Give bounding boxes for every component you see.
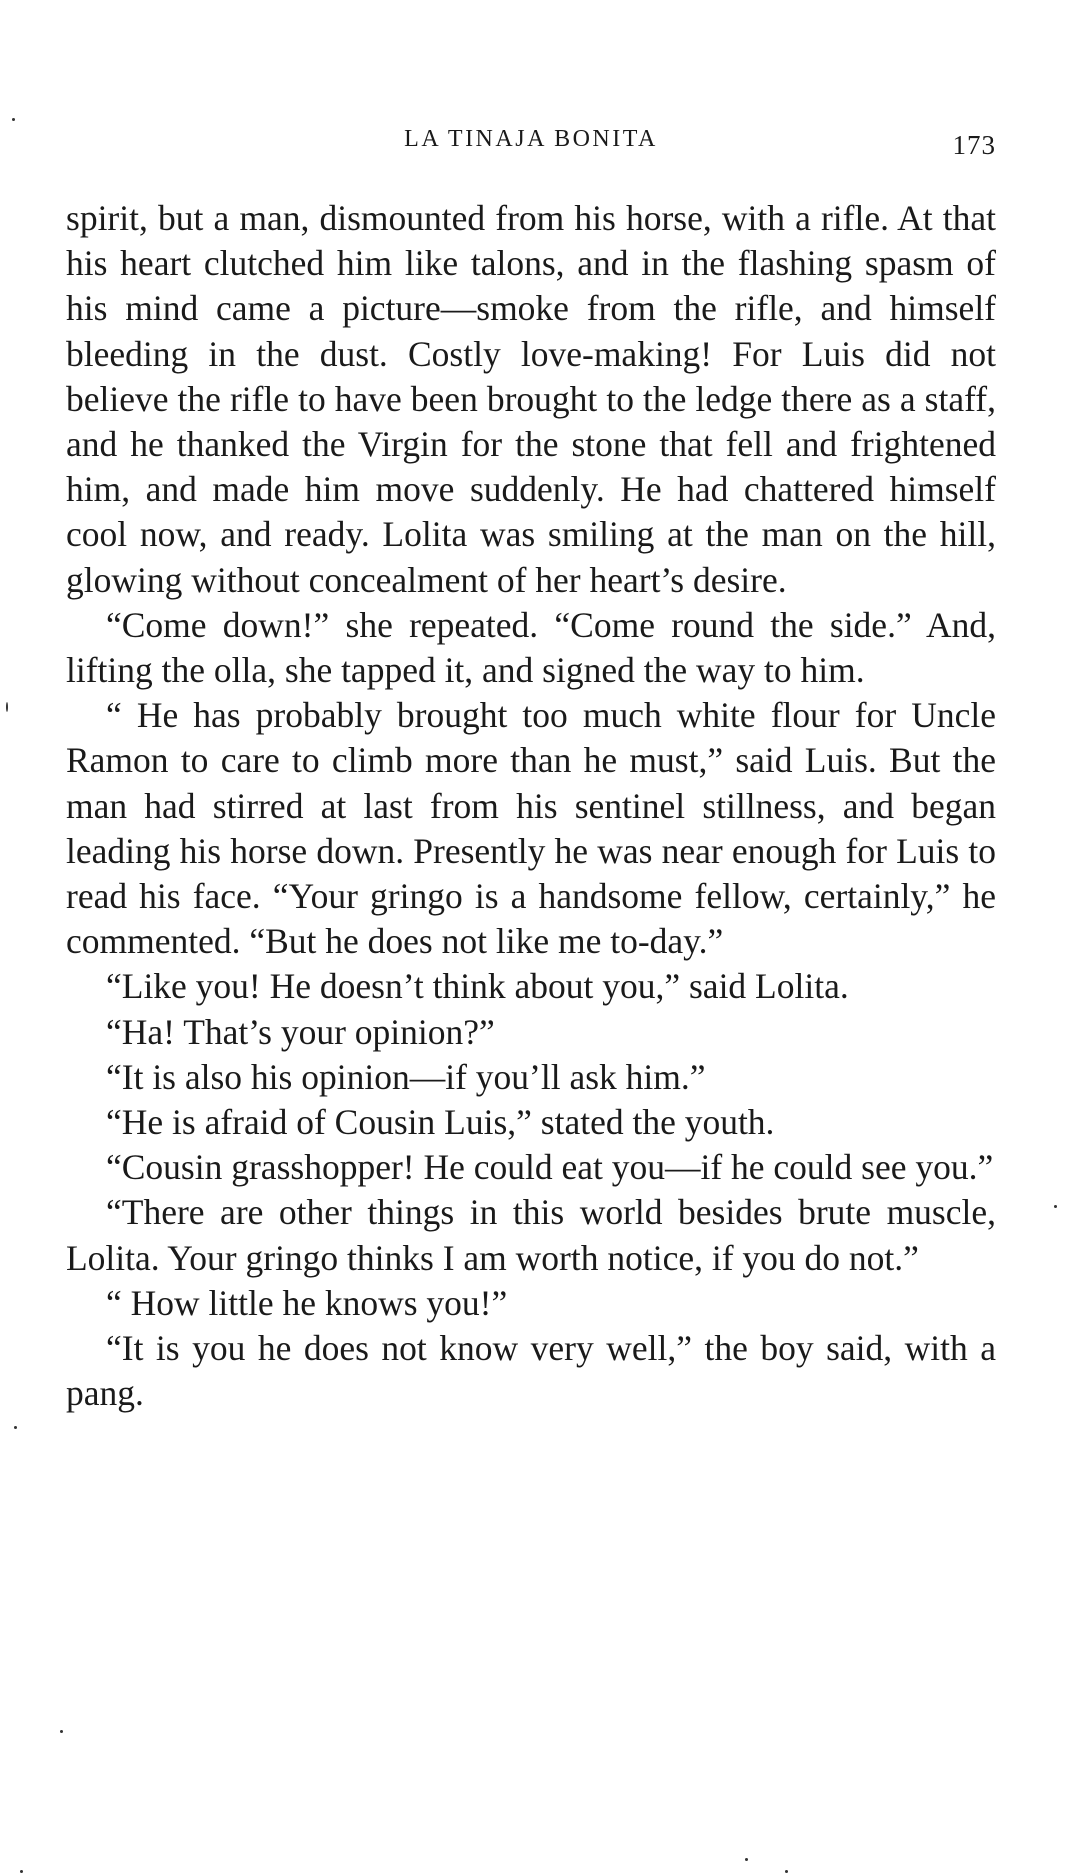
- paragraph: “It is also his opinion—if you’ll ask him.”: [106, 1056, 706, 1097]
- paragraph: “It is you he does not know very well,” the boy said, with a pang.: [66, 1328, 996, 1414]
- scan-speck: [6, 702, 8, 712]
- scan-speck: [14, 1426, 17, 1429]
- paragraph-continuation: spirit, but a man, dismounted from his horse, with a rifle. At that his heart clutched him like talons, and in the flashing spasm of his mind came a picture—smoke from the rifle, and himself bleeding in the dust. Costly love-making! For Luis did not believe the rifle to have been brought to the ledge there as a staff, and he thanked the Virgin for the stone that fell and frightened him, and made him move suddenly. He had chattered himself cool now, and ready. Lolita was smiling at the man on the hill, glowing without concealment of her heart’s desire.: [66, 198, 996, 600]
- running-title: LA TINAJA BONITA: [404, 126, 658, 152]
- paragraph: “He is afraid of Cousin Luis,” stated the youth.: [106, 1102, 775, 1143]
- paragraph: “ How little he knows you!”: [106, 1282, 508, 1323]
- running-head: [66, 126, 996, 166]
- scan-speck: [20, 1870, 23, 1873]
- paragraph: “Come down!” she repeated. “Come round the side.” And, lifting the olla, she tapped it, and signed the way to him.: [66, 604, 996, 691]
- paragraph: “Cousin grasshopper! He could eat you—if he could see you.”: [106, 1147, 994, 1188]
- paragraph: “Like you! He doesn’t think about you,” said Lolita.: [106, 966, 849, 1007]
- paragraph: “ He has probably brought too much white flour for Uncle Ramon to care to climb more than he must,” said Luis. But the man had stirred at last from his sentinel stillness, and began leading his horse down. Presently he was near enough for Luis to read his face. “Your gringo is a handsome fellow, certainly,” he commented. “But he does not like me to-day.”: [66, 695, 996, 962]
- scan-speck: [12, 118, 15, 121]
- paragraph: “Ha! That’s your opinion?”: [106, 1011, 495, 1052]
- page-number: 173: [952, 130, 996, 160]
- scan-speck: [60, 1730, 63, 1733]
- scan-speck: [745, 1858, 748, 1861]
- scan-speck: [785, 1870, 788, 1873]
- body-text: [66, 196, 996, 1416]
- paragraph: “There are other things in this world besides brute muscle, Lolita. Your gringo thinks I am worth notice, if you do not.”: [66, 1192, 996, 1278]
- scan-speck: [1054, 1205, 1057, 1208]
